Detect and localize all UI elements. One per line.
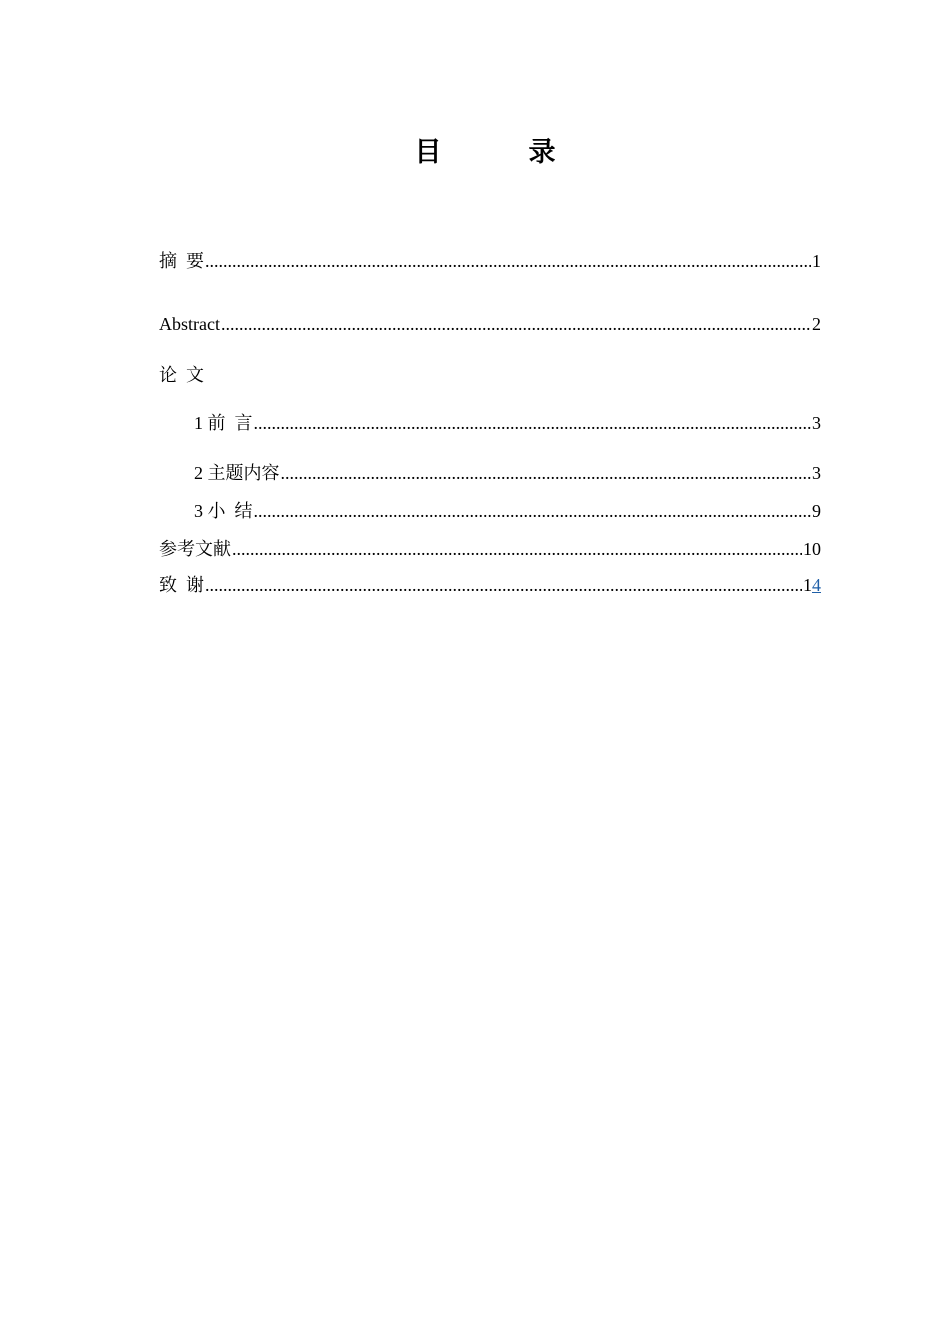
toc-entry-label: 摘 要 [159, 251, 204, 271]
toc-entry-label: 致 谢 [159, 575, 204, 595]
toc-entry-label: 参考文献 [159, 539, 231, 559]
toc-page-number: 9 [812, 501, 821, 521]
page-number-link[interactable]: 4 [812, 575, 821, 595]
toc-entry-label: 2 主题内容 [194, 463, 280, 483]
toc-entry-label: Abstract [159, 314, 220, 334]
toc-page-number [803, 573, 821, 597]
toc-entry-abstract-en[interactable] [159, 312, 821, 336]
dot-leader [205, 573, 802, 597]
toc-entry-main-content[interactable] [194, 461, 821, 485]
toc-page-number: 10 [803, 539, 821, 559]
toc-entry-introduction[interactable] [194, 411, 821, 435]
dot-leader [254, 499, 812, 523]
toc-page-number: 1 [812, 251, 821, 271]
toc-entry-label: 1 前 言 [194, 413, 253, 433]
toc-page-number: 2 [812, 314, 821, 334]
page-title: 目 录 [414, 137, 586, 168]
dot-leader [221, 312, 811, 336]
dot-leader [281, 461, 812, 485]
toc-page-number: 3 [812, 413, 821, 433]
toc-entry-summary[interactable] [194, 499, 821, 523]
toc-page-number: 3 [812, 463, 821, 483]
dot-leader [254, 411, 812, 435]
toc-entry-label: 3 小 结 [194, 501, 253, 521]
dot-leader [232, 537, 802, 561]
toc-entry-abstract-cn[interactable] [159, 249, 821, 273]
page-number-prefix: 1 [803, 575, 812, 595]
toc-entry-references[interactable] [159, 537, 821, 561]
toc-section-thesis: 论 文 [159, 365, 204, 385]
dot-leader [205, 249, 811, 273]
toc-entry-acknowledgements[interactable] [159, 573, 821, 597]
